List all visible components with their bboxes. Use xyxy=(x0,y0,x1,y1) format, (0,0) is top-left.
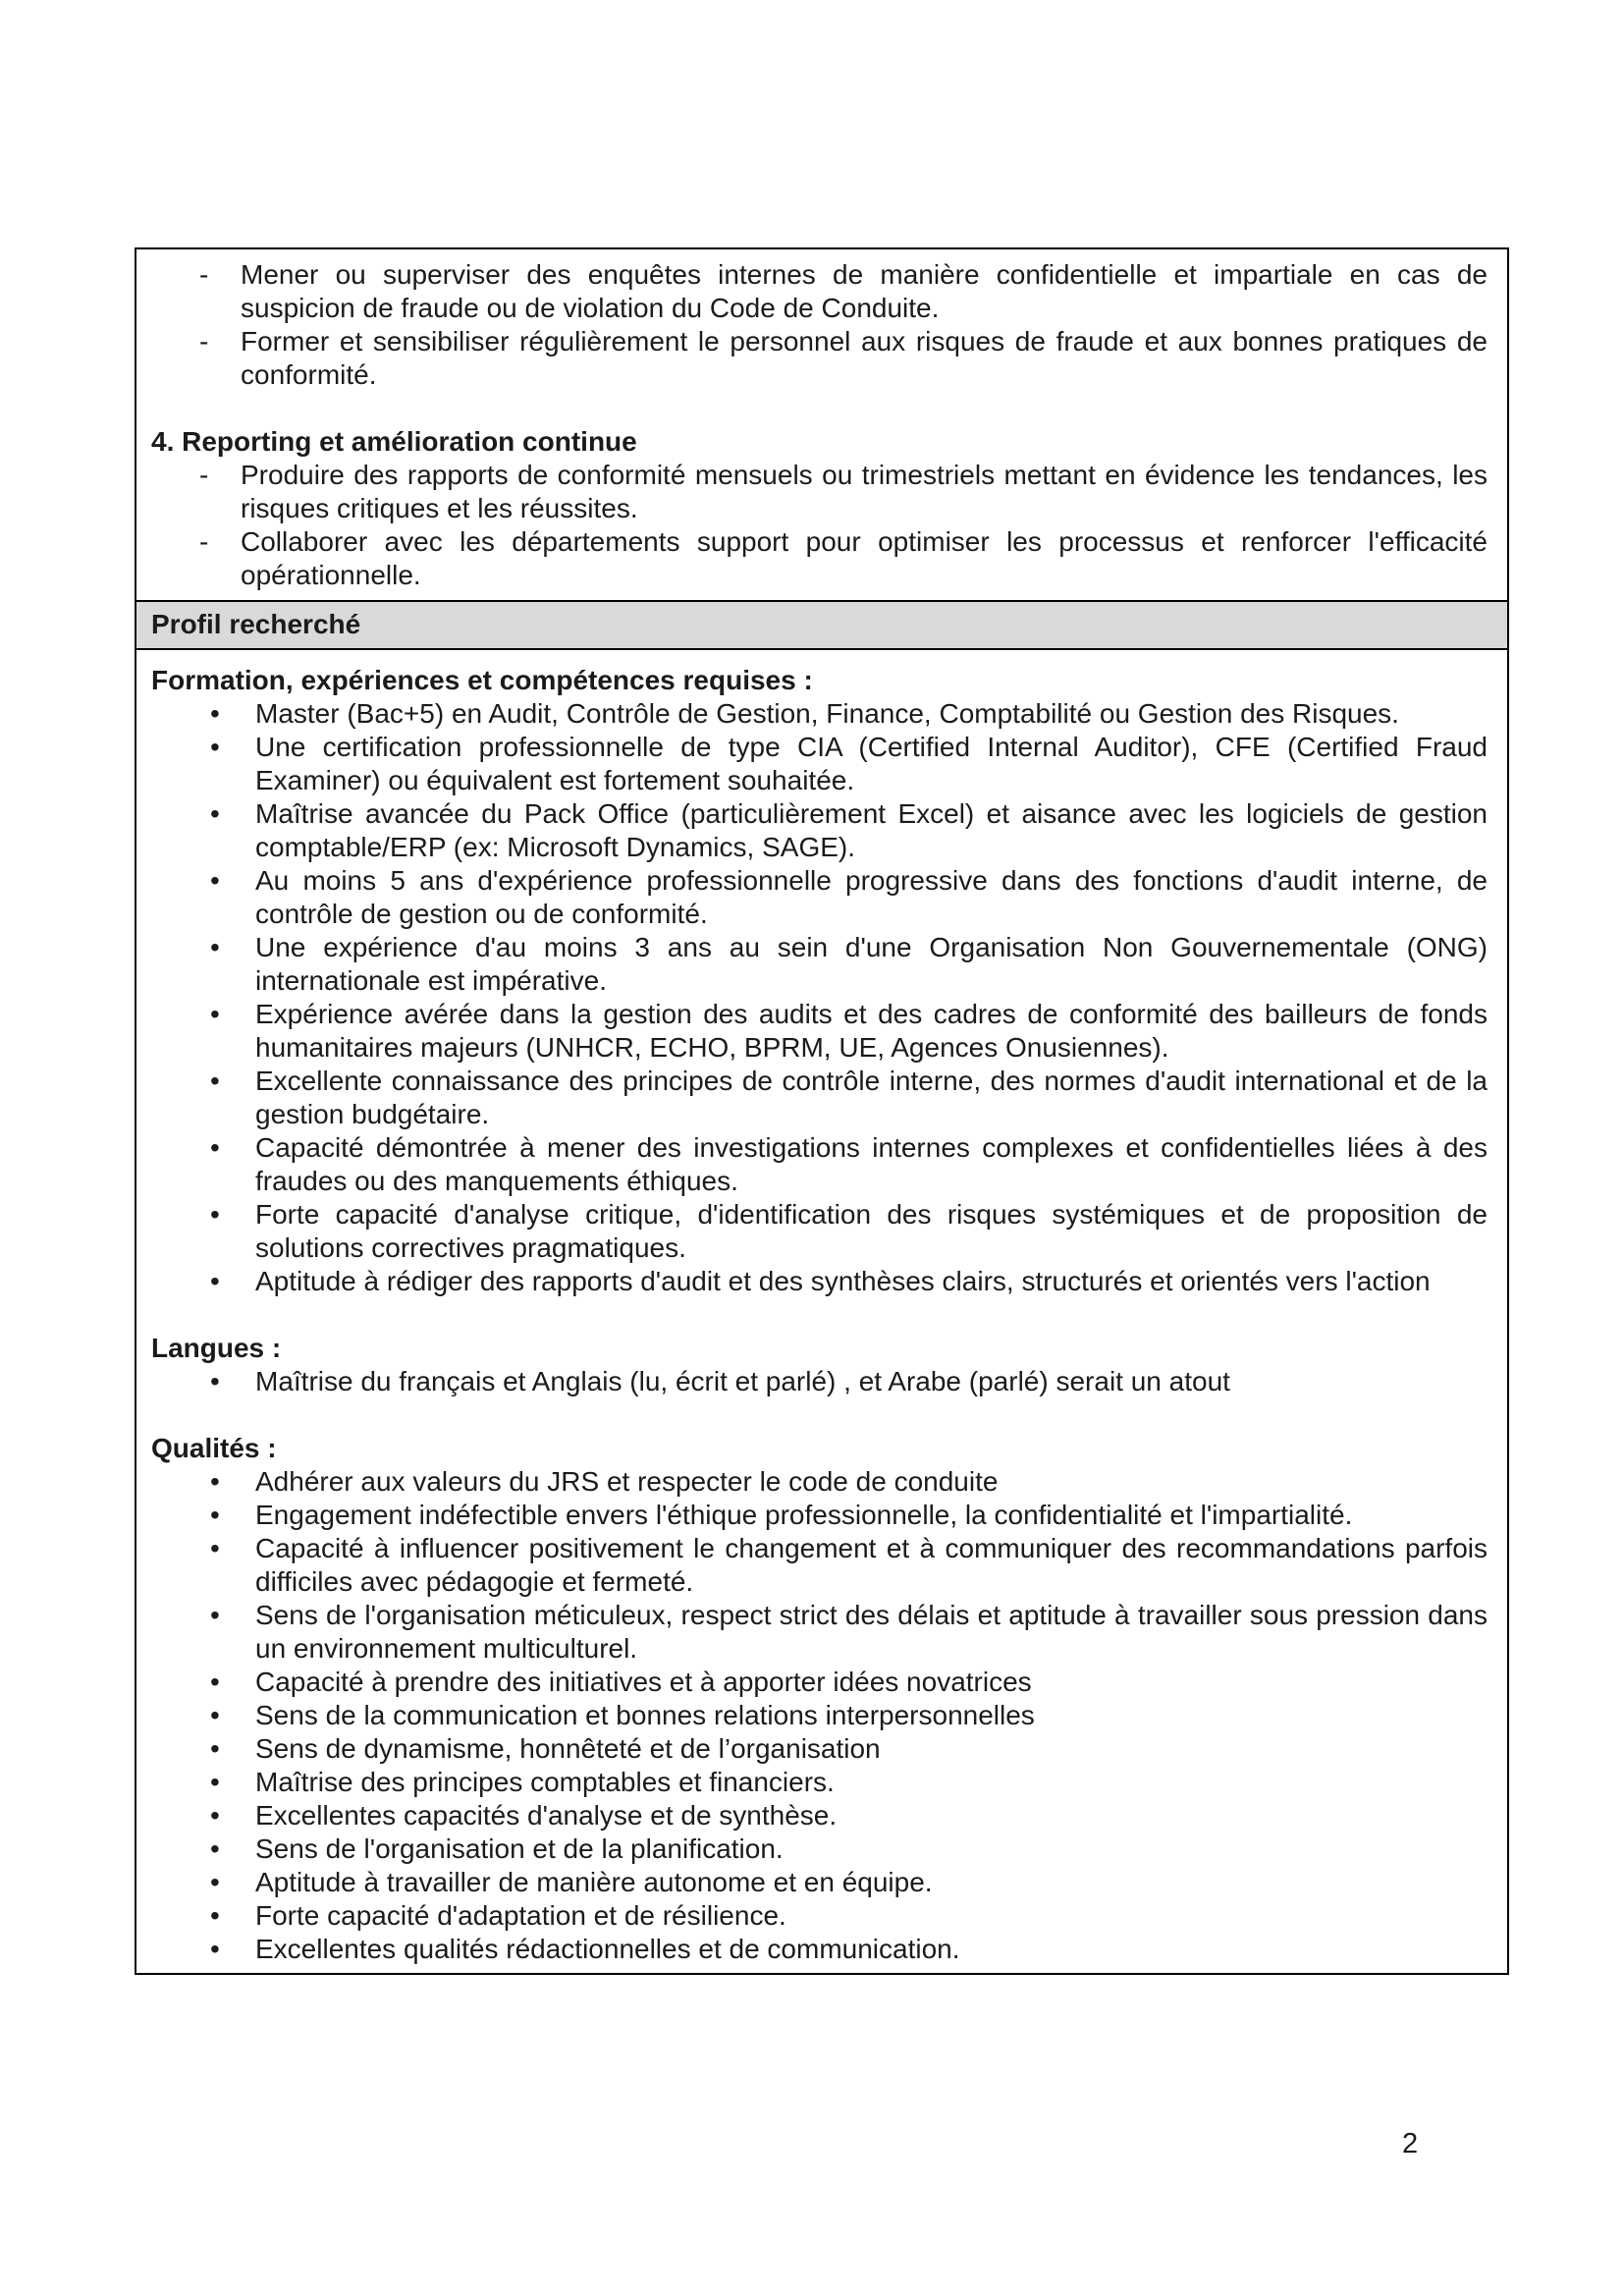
dash-marker: - xyxy=(199,326,209,356)
list-item-text: Une expérience d'au moins 3 ans au sein d'une Organisation Non Gouvernementale (ONG) internationale est impérative. xyxy=(255,932,1488,996)
list-item xyxy=(151,998,1488,1065)
bullet-marker: • xyxy=(210,1466,220,1497)
bullet-marker: • xyxy=(210,1199,220,1230)
bullet-marker: • xyxy=(210,1767,220,1797)
bullet-marker: • xyxy=(210,1833,220,1864)
document-body xyxy=(135,247,1509,1975)
list-item-text: Adhérer aux valeurs du JRS et respecter le code de conduite xyxy=(255,1466,999,1497)
bullet-marker: • xyxy=(210,1800,220,1831)
dash-marker: - xyxy=(199,526,209,557)
bullet-marker: • xyxy=(210,798,220,829)
list-item xyxy=(151,325,1488,392)
qualites-bullet-list xyxy=(151,1465,1488,1966)
dash-marker: - xyxy=(199,259,209,290)
bullet-marker: • xyxy=(210,865,220,896)
list-item xyxy=(151,1866,1488,1899)
list-item-text: Expérience avérée dans la gestion des audits et des cadres de conformité des bailleurs de fonds humanitaires majeurs (UNHCR, ECHO, BPRM, UE, Agences Onusiennes). xyxy=(255,999,1488,1063)
list-item xyxy=(151,1832,1488,1866)
list-item-text: Forte capacité d'analyse critique, d'identification des risques systémiques et de proposition de solutions correctives pragmatiques. xyxy=(255,1199,1488,1263)
bullet-marker: • xyxy=(210,1733,220,1764)
profil-recherche-box xyxy=(135,648,1509,1975)
list-item-text: Au moins 5 ans d'expérience professionnelle progressive dans des fonctions d'audit interne, de contrôle de gestion ou de conformité. xyxy=(255,865,1488,929)
list-item xyxy=(151,1065,1488,1131)
dash-list-fraud xyxy=(151,258,1488,392)
bullet-marker: • xyxy=(210,1934,220,1964)
list-item xyxy=(151,1933,1488,1966)
list-item-text: Excellente connaissance des principes de contrôle interne, des normes d'audit international et de la gestion budgétaire. xyxy=(255,1066,1488,1129)
dash-marker: - xyxy=(199,460,209,490)
list-item xyxy=(151,1131,1488,1198)
list-item-text: Produire des rapports de conformité mensuels ou trimestriels mettant en évidence les tendances, les risques critiques et les réussites. xyxy=(241,460,1488,523)
list-item-text: Master (Bac+5) en Audit, Contrôle de Gestion, Finance, Comptabilité ou Gestion des Risques. xyxy=(255,698,1399,729)
bullet-marker: • xyxy=(210,1132,220,1163)
duties-section-box xyxy=(135,247,1509,602)
list-item xyxy=(151,931,1488,998)
list-item xyxy=(151,797,1488,864)
bullet-marker: • xyxy=(210,1600,220,1630)
list-item xyxy=(151,1365,1488,1398)
list-item-text: Former et sensibiliser régulièrement le personnel aux risques de fraude et aux bonnes pratiques de conformité. xyxy=(241,326,1488,390)
bullet-marker: • xyxy=(210,1066,220,1096)
list-item xyxy=(151,459,1488,525)
list-item-text: Capacité à prendre des initiatives et à apporter idées novatrices xyxy=(255,1667,1032,1697)
page-number: 2 xyxy=(1402,2128,1419,2159)
list-item xyxy=(151,258,1488,325)
list-item xyxy=(151,1499,1488,1532)
list-item xyxy=(151,525,1488,592)
list-item-text: Maîtrise des principes comptables et financiers. xyxy=(255,1767,835,1797)
formation-bullet-list xyxy=(151,697,1488,1298)
list-item xyxy=(151,864,1488,931)
list-item xyxy=(151,1699,1488,1732)
list-item xyxy=(151,1599,1488,1666)
list-item xyxy=(151,731,1488,797)
list-item-text: Sens de la communication et bonnes relations interpersonnelles xyxy=(255,1700,1035,1730)
bullet-marker: • xyxy=(210,1366,220,1396)
blank-line xyxy=(151,1398,1488,1432)
list-item xyxy=(151,1465,1488,1499)
list-item xyxy=(151,697,1488,731)
list-item xyxy=(151,1766,1488,1799)
bullet-marker: • xyxy=(210,698,220,729)
langues-bullet-list xyxy=(151,1365,1488,1398)
list-item-text: Aptitude à rédiger des rapports d'audit et des synthèses clairs, structurés et orientés vers l'action xyxy=(255,1266,1431,1296)
list-item xyxy=(151,1532,1488,1599)
blank-line xyxy=(151,1298,1488,1332)
langues-heading: Langues : xyxy=(151,1333,282,1363)
list-item-text: Sens de l'organisation méticuleux, respect strict des délais et aptitude à travailler sous pression dans un environnement multiculturel. xyxy=(255,1600,1488,1664)
bullet-marker: • xyxy=(210,1867,220,1897)
list-item-text: Engagement indéfectible envers l'éthique professionnelle, la confidentialité et l'impartialité. xyxy=(255,1500,1353,1530)
formation-heading: Formation, expériences et compétences requises : xyxy=(151,665,813,695)
blank-line xyxy=(151,392,1488,425)
list-item-text: Forte capacité d'adaptation et de résilience. xyxy=(255,1900,786,1931)
list-item xyxy=(151,1666,1488,1699)
list-item-text: Une certification professionnelle de type CIA (Certified Internal Auditor), CFE (Certified Fraud Examiner) ou équivalent est fortement souhaitée. xyxy=(255,732,1488,795)
qualites-heading: Qualités : xyxy=(151,1433,277,1463)
list-item-text: Capacité démontrée à mener des investigations internes complexes et confidentielles liées à des fraudes ou des manquements éthiques. xyxy=(255,1132,1488,1196)
bullet-marker: • xyxy=(210,1533,220,1563)
dash-list-reporting xyxy=(151,459,1488,592)
list-item-text: Excellentes capacités d'analyse et de synthèse. xyxy=(255,1800,838,1831)
bullet-marker: • xyxy=(210,1266,220,1296)
list-item-text: Mener ou superviser des enquêtes internes de manière confidentielle et impartiale en cas de suspicion de fraude ou de violation du Code de Conduite. xyxy=(241,259,1488,323)
list-item-text: Aptitude à travailler de manière autonome et en équipe. xyxy=(255,1867,933,1897)
list-item xyxy=(151,1799,1488,1832)
profil-recherche-header: Profil recherché xyxy=(135,600,1509,650)
bullet-marker: • xyxy=(210,1500,220,1530)
list-item xyxy=(151,1732,1488,1766)
list-item-text: Sens de dynamisme, honnêteté et de l’organisation xyxy=(255,1733,881,1764)
list-item-text: Capacité à influencer positivement le changement et à communiquer des recommandations parfois difficiles avec pédagogie et fermeté. xyxy=(255,1533,1488,1597)
list-item-text: Maîtrise du français et Anglais (lu, écrit et parlé) , et Arabe (parlé) serait un atout xyxy=(255,1366,1230,1396)
list-item-text: Maîtrise avancée du Pack Office (particulièrement Excel) et aisance avec les logiciels de gestion comptable/ERP (ex: Microsoft Dynamics, SAGE). xyxy=(255,798,1488,862)
list-item-text: Excellentes qualités rédactionnelles et de communication. xyxy=(255,1934,960,1964)
list-item-text: Sens de l'organisation et de la planification. xyxy=(255,1833,784,1864)
list-item xyxy=(151,1265,1488,1298)
bullet-marker: • xyxy=(210,999,220,1029)
list-item xyxy=(151,1899,1488,1933)
bullet-marker: • xyxy=(210,932,220,962)
bullet-marker: • xyxy=(210,1667,220,1697)
list-item xyxy=(151,1198,1488,1265)
bullet-marker: • xyxy=(210,1700,220,1730)
bullet-marker: • xyxy=(210,1900,220,1931)
reporting-section-heading: 4. Reporting et amélioration continue xyxy=(151,426,637,457)
bullet-marker: • xyxy=(210,732,220,762)
list-item-text: Collaborer avec les départements support pour optimiser les processus et renforcer l'efficacité opérationnelle. xyxy=(241,526,1488,590)
